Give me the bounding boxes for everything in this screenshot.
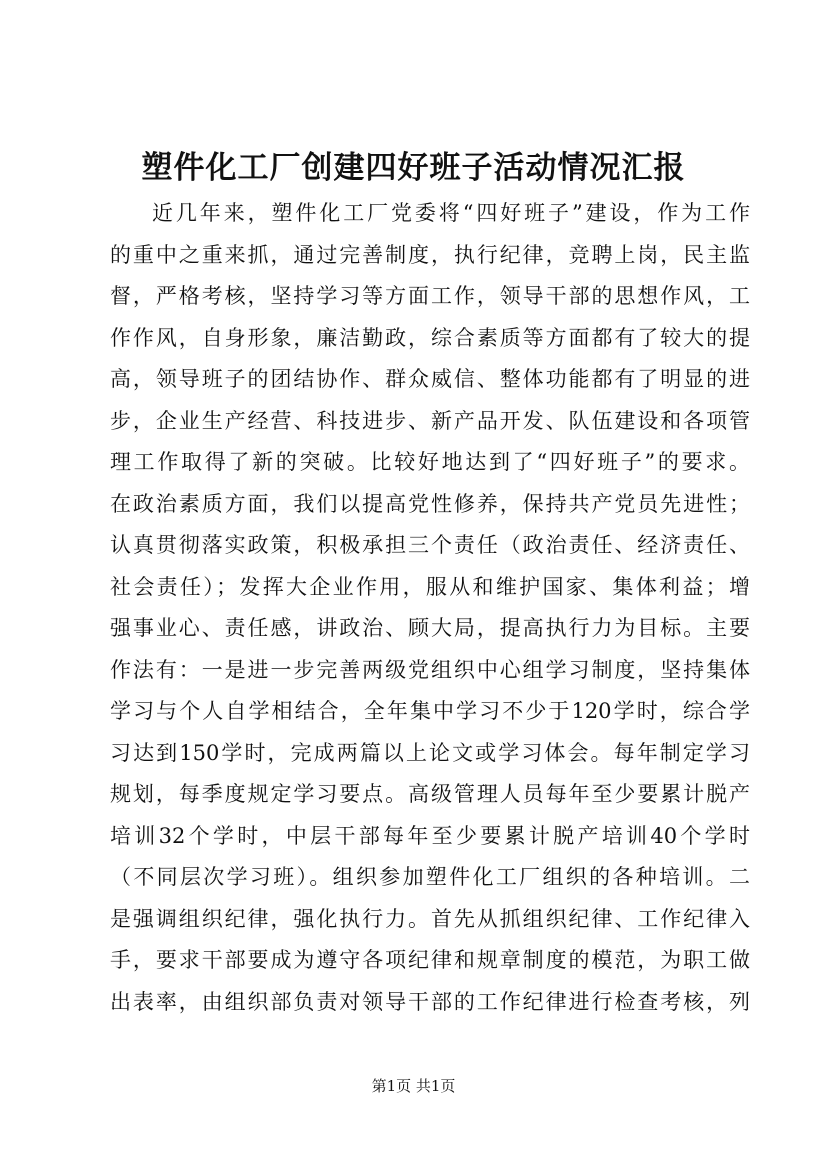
body-line: 在政治素质方面，我们以提高党性修养，保持共产党员先进性； (110, 491, 750, 516)
body-line: 步，企业生产经营、科技进步、新产品开发、队伍建设和各项管 (110, 408, 750, 433)
body-line: 近几年来，塑件化工厂党委将“四好班子”建设，作为工作 (152, 201, 750, 225)
document-body (110, 193, 750, 1023)
body-line: 督，严格考核，坚持学习等方面工作，领导干部的思想作风，工 (110, 284, 750, 308)
body-line: （不同层次学习班）。组织参加塑件化工厂组织的各种培训。二 (110, 865, 750, 889)
body-line: 学习与个人自学相结合，全年集中学习不少于120学时，综合学 (110, 699, 750, 723)
body-line: 强事业心、责任感，讲政治、顾大局，提高执行力为目标。主要 (110, 616, 750, 640)
body-line: 规划，每季度规定学习要点。高级管理人员每年至少要累计脱产 (110, 782, 750, 806)
body-line: 作作风，自身形象，廉洁勤政，综合素质等方面都有了较大的提 (110, 325, 750, 350)
body-line: 高，领导班子的团结协作、群众威信、整体功能都有了明显的进 (110, 367, 750, 391)
body-line: 的重中之重来抓，通过完善制度，执行纪律，竞聘上岗，民主监 (110, 242, 750, 267)
body-line: 出表率，由组织部负责对领导干部的工作纪律进行检查考核，列 (110, 989, 750, 1014)
document-title: 塑件化工厂创建四好班子活动情况汇报 (141, 150, 686, 186)
body-line: 习达到150学时，完成两篇以上论文或学习体会。每年制定学习 (110, 740, 750, 765)
body-line: 认真贯彻落实政策，积极承担三个责任（政治责任、经济责任、 (110, 533, 750, 557)
body-line: 社会责任）；发挥大企业作用，服从和维护国家、集体利益；增 (110, 574, 750, 599)
page-footer: 第1页 共1页 (371, 1077, 456, 1095)
body-line: 理工作取得了新的突破。比较好地达到了“四好班子”的要求。 (110, 450, 750, 474)
body-line: 作法有：一是进一步完善两级党组织中心组学习制度，坚持集体 (110, 657, 750, 682)
body-line: 培训32个学时，中层干部每年至少要累计脱产培训40个学时 (110, 823, 750, 848)
body-line: 手，要求干部要成为遵守各项纪律和规章制度的模范，为职工做 (110, 948, 750, 972)
body-line: 是强调组织纪律，强化执行力。首先从抓组织纪律、工作纪律入 (110, 906, 750, 931)
